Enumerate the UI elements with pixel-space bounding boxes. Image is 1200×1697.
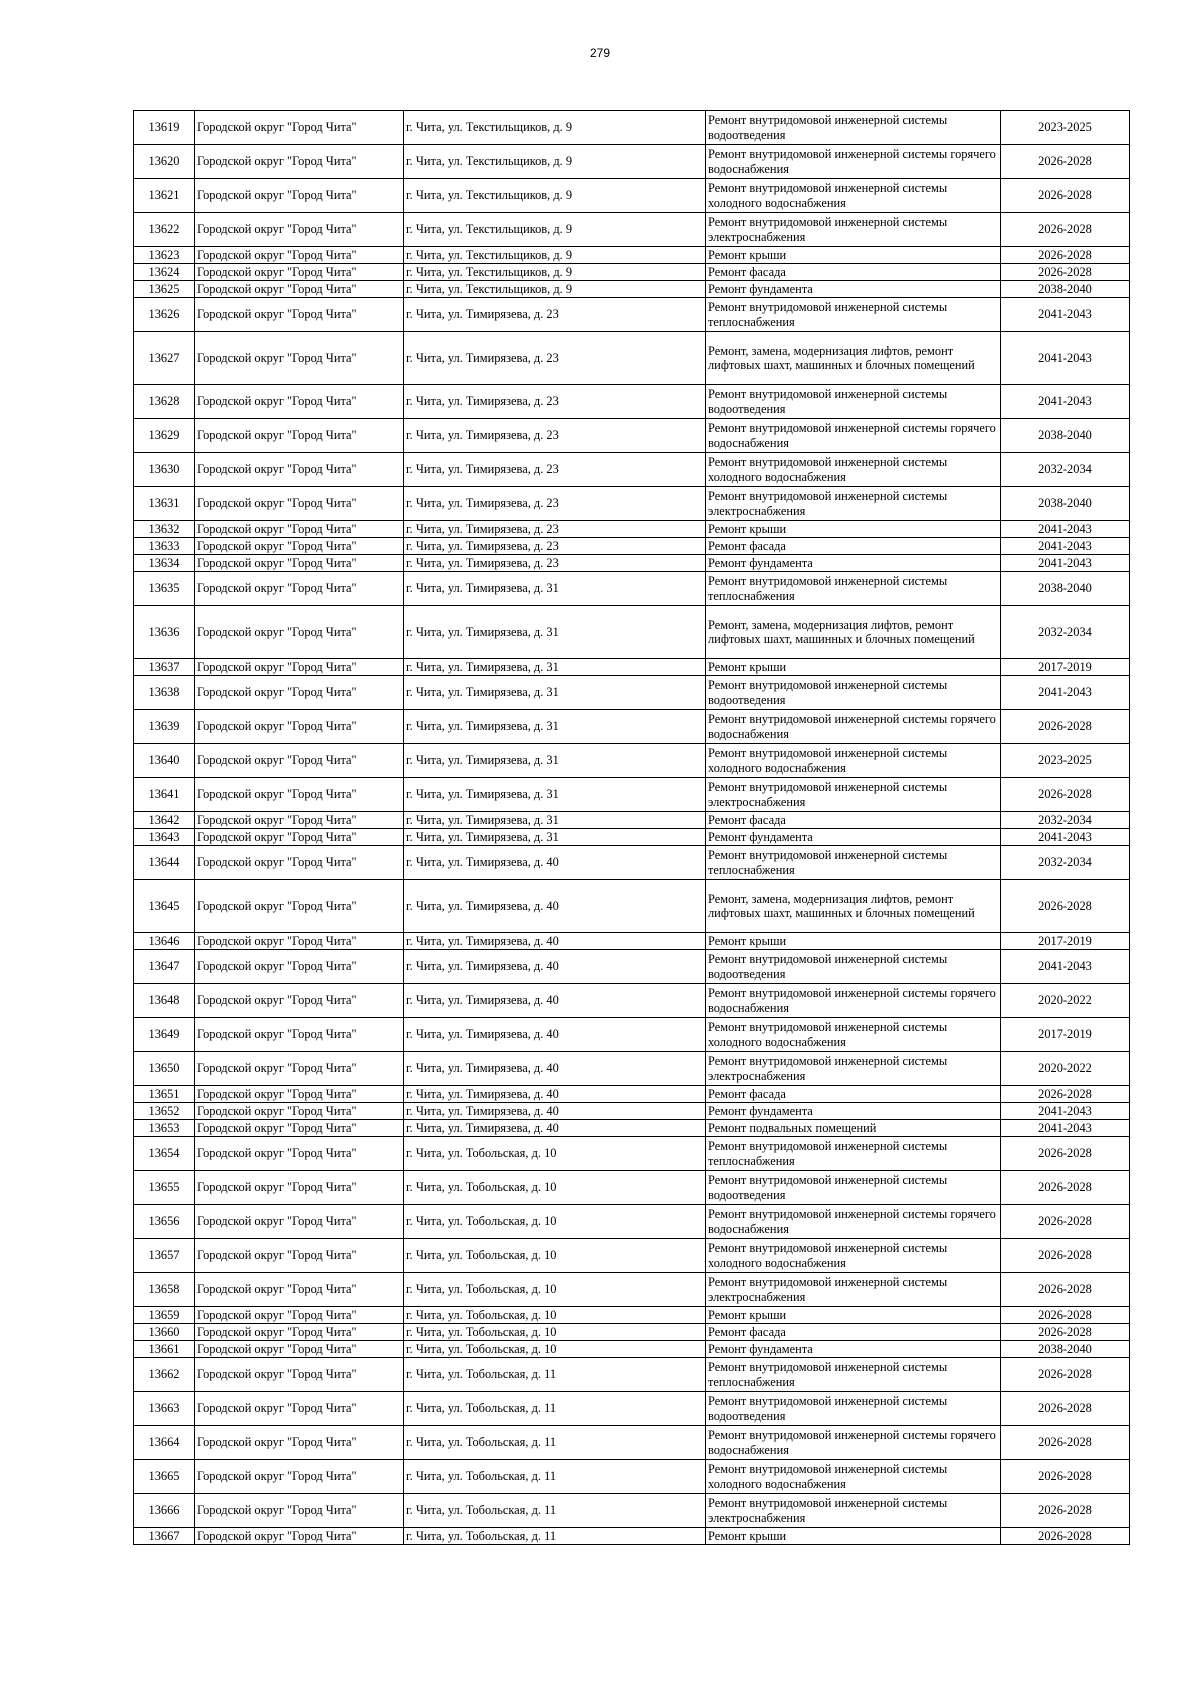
work-type-cell: Ремонт крыши: [706, 1528, 1001, 1545]
municipality-cell: Городской округ "Город Чита": [195, 1341, 404, 1358]
row-number: 13662: [134, 1358, 195, 1392]
period-cell: 2026-2028: [1001, 1205, 1130, 1239]
table-row: [134, 1052, 1130, 1086]
work-type-cell: Ремонт фасада: [706, 1086, 1001, 1103]
period-cell: 2026-2028: [1001, 1137, 1130, 1171]
municipality-cell: Городской округ "Город Чита": [195, 1120, 404, 1137]
municipality-cell: Городской округ "Город Чита": [195, 606, 404, 659]
work-type-cell: Ремонт внутридомовой инженерной системы холодного водоснабжения: [706, 453, 1001, 487]
address-cell: г. Чита, ул. Текстильщиков, д. 9: [404, 111, 706, 145]
period-cell: 2038-2040: [1001, 419, 1130, 453]
work-type-cell: Ремонт внутридомовой инженерной системы теплоснабжения: [706, 1358, 1001, 1392]
municipality-cell: Городской округ "Город Чита": [195, 332, 404, 385]
work-type-cell: Ремонт внутридомовой инженерной системы горячего водоснабжения: [706, 1426, 1001, 1460]
municipality-cell: Городской округ "Город Чита": [195, 281, 404, 298]
municipality-cell: Городской округ "Город Чита": [195, 1426, 404, 1460]
work-type-cell: Ремонт внутридомовой инженерной системы холодного водоснабжения: [706, 1239, 1001, 1273]
address-cell: г. Чита, ул. Тимирязева, д. 31: [404, 829, 706, 846]
address-cell: г. Чита, ул. Тимирязева, д. 23: [404, 487, 706, 521]
work-type-cell: Ремонт фундамента: [706, 1341, 1001, 1358]
period-cell: 2026-2028: [1001, 1460, 1130, 1494]
row-number: 13642: [134, 812, 195, 829]
municipality-cell: Городской округ "Город Чита": [195, 1460, 404, 1494]
municipality-cell: Городской округ "Город Чита": [195, 213, 404, 247]
period-cell: 2032-2034: [1001, 846, 1130, 880]
row-number: 13624: [134, 264, 195, 281]
table-row: [134, 1171, 1130, 1205]
address-cell: г. Чита, ул. Тимирязева, д. 40: [404, 1103, 706, 1120]
municipality-cell: Городской округ "Город Чита": [195, 1205, 404, 1239]
table-row: [134, 419, 1130, 453]
period-cell: 2026-2028: [1001, 247, 1130, 264]
municipality-cell: Городской округ "Город Чита": [195, 572, 404, 606]
table-row: [134, 1358, 1130, 1392]
address-cell: г. Чита, ул. Тимирязева, д. 40: [404, 933, 706, 950]
row-number: 13629: [134, 419, 195, 453]
period-cell: 2038-2040: [1001, 1341, 1130, 1358]
table-body: [134, 111, 1130, 1545]
address-cell: г. Чита, ул. Тимирязева, д. 23: [404, 555, 706, 572]
work-type-cell: Ремонт внутридомовой инженерной системы водоотведения: [706, 1171, 1001, 1205]
period-cell: 2026-2028: [1001, 1239, 1130, 1273]
table-row: [134, 538, 1130, 555]
period-cell: 2032-2034: [1001, 606, 1130, 659]
row-number: 13663: [134, 1392, 195, 1426]
table-row: [134, 1426, 1130, 1460]
municipality-cell: Городской округ "Город Чита": [195, 659, 404, 676]
work-type-cell: Ремонт внутридомовой инженерной системы теплоснабжения: [706, 846, 1001, 880]
row-number: 13653: [134, 1120, 195, 1137]
work-type-cell: Ремонт внутридомовой инженерной системы водоотведения: [706, 111, 1001, 145]
period-cell: 2038-2040: [1001, 281, 1130, 298]
address-cell: г. Чита, ул. Тимирязева, д. 40: [404, 1052, 706, 1086]
address-cell: г. Чита, ул. Тимирязева, д. 40: [404, 950, 706, 984]
work-type-cell: Ремонт внутридомовой инженерной системы горячего водоснабжения: [706, 1205, 1001, 1239]
address-cell: г. Чита, ул. Тимирязева, д. 40: [404, 846, 706, 880]
municipality-cell: Городской округ "Город Чита": [195, 950, 404, 984]
work-type-cell: Ремонт внутридомовой инженерной системы электроснабжения: [706, 1273, 1001, 1307]
period-cell: 2020-2022: [1001, 1052, 1130, 1086]
row-number: 13667: [134, 1528, 195, 1545]
period-cell: 2026-2028: [1001, 264, 1130, 281]
work-type-cell: Ремонт крыши: [706, 521, 1001, 538]
row-number: 13666: [134, 1494, 195, 1528]
table-row: [134, 1018, 1130, 1052]
work-type-cell: Ремонт фасада: [706, 538, 1001, 555]
period-cell: 2026-2028: [1001, 710, 1130, 744]
address-cell: г. Чита, ул. Тимирязева, д. 40: [404, 1120, 706, 1137]
period-cell: 2026-2028: [1001, 1426, 1130, 1460]
address-cell: г. Чита, ул. Текстильщиков, д. 9: [404, 264, 706, 281]
table-row: [134, 1120, 1130, 1137]
table-row: [134, 778, 1130, 812]
period-cell: 2041-2043: [1001, 829, 1130, 846]
row-number: 13634: [134, 555, 195, 572]
municipality-cell: Городской округ "Город Чита": [195, 555, 404, 572]
municipality-cell: Городской округ "Город Чита": [195, 1171, 404, 1205]
row-number: 13623: [134, 247, 195, 264]
work-type-cell: Ремонт крыши: [706, 1307, 1001, 1324]
period-cell: 2023-2025: [1001, 111, 1130, 145]
work-type-cell: Ремонт фундамента: [706, 555, 1001, 572]
period-cell: 2017-2019: [1001, 1018, 1130, 1052]
table-row: [134, 1324, 1130, 1341]
period-cell: 2032-2034: [1001, 453, 1130, 487]
row-number: 13643: [134, 829, 195, 846]
municipality-cell: Городской округ "Город Чита": [195, 984, 404, 1018]
municipality-cell: Городской округ "Город Чита": [195, 744, 404, 778]
table-row: [134, 111, 1130, 145]
municipality-cell: Городской округ "Город Чита": [195, 812, 404, 829]
row-number: 13633: [134, 538, 195, 555]
municipality-cell: Городской округ "Город Чита": [195, 1239, 404, 1273]
work-type-cell: Ремонт внутридомовой инженерной системы холодного водоснабжения: [706, 1018, 1001, 1052]
table-row: [134, 950, 1130, 984]
address-cell: г. Чита, ул. Тимирязева, д. 23: [404, 332, 706, 385]
work-type-cell: Ремонт, замена, модернизация лифтов, ремонт лифтовых шахт, машинных и блочных помещений: [706, 880, 1001, 933]
work-type-cell: Ремонт внутридомовой инженерной системы электроснабжения: [706, 487, 1001, 521]
row-number: 13646: [134, 933, 195, 950]
address-cell: г. Чита, ул. Тобольская, д. 10: [404, 1307, 706, 1324]
row-number: 13652: [134, 1103, 195, 1120]
period-cell: 2041-2043: [1001, 538, 1130, 555]
table-row: [134, 298, 1130, 332]
address-cell: г. Чита, ул. Тимирязева, д. 23: [404, 538, 706, 555]
table-row: [134, 710, 1130, 744]
row-number: 13644: [134, 846, 195, 880]
work-type-cell: Ремонт фундамента: [706, 1103, 1001, 1120]
work-type-cell: Ремонт внутридомовой инженерной системы водоотведения: [706, 1392, 1001, 1426]
municipality-cell: Городской округ "Город Чита": [195, 1103, 404, 1120]
address-cell: г. Чита, ул. Тимирязева, д. 40: [404, 984, 706, 1018]
municipality-cell: Городской округ "Город Чита": [195, 453, 404, 487]
table-row: [134, 264, 1130, 281]
address-cell: г. Чита, ул. Тобольская, д. 11: [404, 1392, 706, 1426]
address-cell: г. Чита, ул. Тимирязева, д. 40: [404, 880, 706, 933]
address-cell: г. Чита, ул. Тобольская, д. 10: [404, 1239, 706, 1273]
period-cell: 2041-2043: [1001, 950, 1130, 984]
municipality-cell: Городской округ "Город Чита": [195, 538, 404, 555]
municipality-cell: Городской округ "Город Чита": [195, 1137, 404, 1171]
table-row: [134, 281, 1130, 298]
address-cell: г. Чита, ул. Тобольская, д. 10: [404, 1137, 706, 1171]
table-row: [134, 1086, 1130, 1103]
table-row: [134, 1528, 1130, 1545]
address-cell: г. Чита, ул. Тимирязева, д. 40: [404, 1086, 706, 1103]
table-row: [134, 1307, 1130, 1324]
table-row: [134, 179, 1130, 213]
work-type-cell: Ремонт крыши: [706, 659, 1001, 676]
work-type-cell: Ремонт внутридомовой инженерной системы теплоснабжения: [706, 572, 1001, 606]
municipality-cell: Городской округ "Город Чита": [195, 111, 404, 145]
table-row: [134, 247, 1130, 264]
address-cell: г. Чита, ул. Тобольская, д. 10: [404, 1205, 706, 1239]
table-row: [134, 846, 1130, 880]
address-cell: г. Чита, ул. Тимирязева, д. 31: [404, 812, 706, 829]
work-type-cell: Ремонт внутридомовой инженерной системы электроснабжения: [706, 778, 1001, 812]
row-number: 13638: [134, 676, 195, 710]
municipality-cell: Городской округ "Город Чита": [195, 846, 404, 880]
work-type-cell: Ремонт фасада: [706, 264, 1001, 281]
row-number: 13625: [134, 281, 195, 298]
address-cell: г. Чита, ул. Текстильщиков, д. 9: [404, 179, 706, 213]
address-cell: г. Чита, ул. Тобольская, д. 11: [404, 1460, 706, 1494]
work-type-cell: Ремонт внутридомовой инженерной системы горячего водоснабжения: [706, 710, 1001, 744]
work-type-cell: Ремонт крыши: [706, 933, 1001, 950]
address-cell: г. Чита, ул. Тимирязева, д. 23: [404, 453, 706, 487]
work-type-cell: Ремонт внутридомовой инженерной системы теплоснабжения: [706, 298, 1001, 332]
row-number: 13626: [134, 298, 195, 332]
work-type-cell: Ремонт внутридомовой инженерной системы электроснабжения: [706, 1052, 1001, 1086]
address-cell: г. Чита, ул. Тимирязева, д. 40: [404, 1018, 706, 1052]
work-type-cell: Ремонт внутридомовой инженерной системы водоотведения: [706, 385, 1001, 419]
table-row: [134, 572, 1130, 606]
work-type-cell: Ремонт подвальных помещений: [706, 1120, 1001, 1137]
address-cell: г. Чита, ул. Тимирязева, д. 23: [404, 419, 706, 453]
period-cell: 2026-2028: [1001, 1358, 1130, 1392]
municipality-cell: Городской округ "Город Чита": [195, 1528, 404, 1545]
row-number: 13639: [134, 710, 195, 744]
municipality-cell: Городской округ "Город Чита": [195, 1018, 404, 1052]
period-cell: 2038-2040: [1001, 487, 1130, 521]
address-cell: г. Чита, ул. Тимирязева, д. 23: [404, 521, 706, 538]
row-number: 13627: [134, 332, 195, 385]
address-cell: г. Чита, ул. Тимирязева, д. 23: [404, 385, 706, 419]
address-cell: г. Чита, ул. Тимирязева, д. 31: [404, 676, 706, 710]
row-number: 13660: [134, 1324, 195, 1341]
period-cell: 2041-2043: [1001, 1103, 1130, 1120]
row-number: 13635: [134, 572, 195, 606]
address-cell: г. Чита, ул. Текстильщиков, д. 9: [404, 247, 706, 264]
row-number: 13658: [134, 1273, 195, 1307]
repair-schedule-table: [133, 110, 1130, 1545]
municipality-cell: Городской округ "Город Чита": [195, 829, 404, 846]
row-number: 13645: [134, 880, 195, 933]
address-cell: г. Чита, ул. Тимирязева, д. 23: [404, 298, 706, 332]
row-number: 13650: [134, 1052, 195, 1086]
address-cell: г. Чита, ул. Текстильщиков, д. 9: [404, 145, 706, 179]
table-row: [134, 1103, 1130, 1120]
row-number: 13661: [134, 1341, 195, 1358]
row-number: 13655: [134, 1171, 195, 1205]
period-cell: 2026-2028: [1001, 213, 1130, 247]
municipality-cell: Городской округ "Город Чита": [195, 1307, 404, 1324]
table-row: [134, 606, 1130, 659]
period-cell: 2020-2022: [1001, 984, 1130, 1018]
work-type-cell: Ремонт внутридомовой инженерной системы водоотведения: [706, 950, 1001, 984]
address-cell: г. Чита, ул. Текстильщиков, д. 9: [404, 213, 706, 247]
table-row: [134, 145, 1130, 179]
table-row: [134, 812, 1130, 829]
work-type-cell: Ремонт фундамента: [706, 281, 1001, 298]
address-cell: г. Чита, ул. Тимирязева, д. 31: [404, 710, 706, 744]
address-cell: г. Чита, ул. Тимирязева, д. 31: [404, 572, 706, 606]
period-cell: 2026-2028: [1001, 880, 1130, 933]
address-cell: г. Чита, ул. Тобольская, д. 10: [404, 1171, 706, 1205]
row-number: 13630: [134, 453, 195, 487]
row-number: 13654: [134, 1137, 195, 1171]
period-cell: 2026-2028: [1001, 1307, 1130, 1324]
address-cell: г. Чита, ул. Тобольская, д. 10: [404, 1341, 706, 1358]
work-type-cell: Ремонт внутридомовой инженерной системы горячего водоснабжения: [706, 419, 1001, 453]
table-row: [134, 1494, 1130, 1528]
municipality-cell: Городской округ "Город Чита": [195, 385, 404, 419]
row-number: 13647: [134, 950, 195, 984]
work-type-cell: Ремонт внутридомовой инженерной системы горячего водоснабжения: [706, 145, 1001, 179]
municipality-cell: Городской округ "Город Чита": [195, 179, 404, 213]
row-number: 13649: [134, 1018, 195, 1052]
period-cell: 2023-2025: [1001, 744, 1130, 778]
work-type-cell: Ремонт внутридомовой инженерной системы теплоснабжения: [706, 1137, 1001, 1171]
address-cell: г. Чита, ул. Тимирязева, д. 31: [404, 659, 706, 676]
address-cell: г. Чита, ул. Тимирязева, д. 31: [404, 778, 706, 812]
table-row: [134, 984, 1130, 1018]
municipality-cell: Городской округ "Город Чита": [195, 298, 404, 332]
municipality-cell: Городской округ "Город Чита": [195, 1052, 404, 1086]
work-type-cell: Ремонт фасада: [706, 812, 1001, 829]
work-type-cell: Ремонт, замена, модернизация лифтов, ремонт лифтовых шахт, машинных и блочных помещений: [706, 606, 1001, 659]
table-row: [134, 453, 1130, 487]
period-cell: 2026-2028: [1001, 1324, 1130, 1341]
row-number: 13631: [134, 487, 195, 521]
period-cell: 2017-2019: [1001, 933, 1130, 950]
row-number: 13651: [134, 1086, 195, 1103]
work-type-cell: Ремонт крыши: [706, 247, 1001, 264]
municipality-cell: Городской округ "Город Чита": [195, 880, 404, 933]
municipality-cell: Городской округ "Город Чита": [195, 247, 404, 264]
address-cell: г. Чита, ул. Тобольская, д. 11: [404, 1494, 706, 1528]
page-number: 279: [589, 46, 611, 60]
period-cell: 2038-2040: [1001, 572, 1130, 606]
municipality-cell: Городской округ "Город Чита": [195, 521, 404, 538]
municipality-cell: Городской округ "Город Чита": [195, 419, 404, 453]
period-cell: 2041-2043: [1001, 332, 1130, 385]
period-cell: 2026-2028: [1001, 778, 1130, 812]
municipality-cell: Городской округ "Город Чита": [195, 1494, 404, 1528]
row-number: 13628: [134, 385, 195, 419]
municipality-cell: Городской округ "Город Чита": [195, 778, 404, 812]
table-row: [134, 1460, 1130, 1494]
municipality-cell: Городской округ "Город Чита": [195, 264, 404, 281]
work-type-cell: Ремонт внутридомовой инженерной системы холодного водоснабжения: [706, 744, 1001, 778]
work-type-cell: Ремонт внутридомовой инженерной системы холодного водоснабжения: [706, 1460, 1001, 1494]
municipality-cell: Городской округ "Город Чита": [195, 1324, 404, 1341]
period-cell: 2041-2043: [1001, 385, 1130, 419]
work-type-cell: Ремонт, замена, модернизация лифтов, ремонт лифтовых шахт, машинных и блочных помещений: [706, 332, 1001, 385]
table-row: [134, 332, 1130, 385]
row-number: 13648: [134, 984, 195, 1018]
row-number: 13619: [134, 111, 195, 145]
work-type-cell: Ремонт внутридомовой инженерной системы электроснабжения: [706, 1494, 1001, 1528]
row-number: 13622: [134, 213, 195, 247]
row-number: 13620: [134, 145, 195, 179]
row-number: 13637: [134, 659, 195, 676]
work-type-cell: Ремонт внутридомовой инженерной системы горячего водоснабжения: [706, 984, 1001, 1018]
table-row: [134, 1392, 1130, 1426]
work-type-cell: Ремонт внутридомовой инженерной системы электроснабжения: [706, 213, 1001, 247]
municipality-cell: Городской округ "Город Чита": [195, 933, 404, 950]
period-cell: 2026-2028: [1001, 1528, 1130, 1545]
row-number: 13640: [134, 744, 195, 778]
address-cell: г. Чита, ул. Тобольская, д. 11: [404, 1426, 706, 1460]
table-row: [134, 1205, 1130, 1239]
municipality-cell: Городской округ "Город Чита": [195, 1086, 404, 1103]
municipality-cell: Городской округ "Город Чита": [195, 487, 404, 521]
table-row: [134, 744, 1130, 778]
work-type-cell: Ремонт внутридомовой инженерной системы водоотведения: [706, 676, 1001, 710]
row-number: 13659: [134, 1307, 195, 1324]
period-cell: 2041-2043: [1001, 521, 1130, 538]
address-cell: г. Чита, ул. Текстильщиков, д. 9: [404, 281, 706, 298]
address-cell: г. Чита, ул. Тобольская, д. 11: [404, 1358, 706, 1392]
table-row: [134, 521, 1130, 538]
period-cell: 2041-2043: [1001, 555, 1130, 572]
address-cell: г. Чита, ул. Тимирязева, д. 31: [404, 744, 706, 778]
period-cell: 2041-2043: [1001, 1120, 1130, 1137]
period-cell: 2041-2043: [1001, 298, 1130, 332]
municipality-cell: Городской округ "Город Чита": [195, 676, 404, 710]
table-row: [134, 676, 1130, 710]
period-cell: 2026-2028: [1001, 1273, 1130, 1307]
municipality-cell: Городской округ "Город Чита": [195, 1358, 404, 1392]
table-row: [134, 555, 1130, 572]
table-row: [134, 1273, 1130, 1307]
period-cell: 2026-2028: [1001, 1171, 1130, 1205]
table-row: [134, 213, 1130, 247]
table-row: [134, 829, 1130, 846]
work-type-cell: Ремонт фундамента: [706, 829, 1001, 846]
row-number: 13632: [134, 521, 195, 538]
row-number: 13665: [134, 1460, 195, 1494]
row-number: 13657: [134, 1239, 195, 1273]
period-cell: 2026-2028: [1001, 145, 1130, 179]
table-row: [134, 1341, 1130, 1358]
municipality-cell: Городской округ "Город Чита": [195, 710, 404, 744]
work-type-cell: Ремонт фасада: [706, 1324, 1001, 1341]
table-row: [134, 1239, 1130, 1273]
table-row: [134, 880, 1130, 933]
period-cell: 2041-2043: [1001, 676, 1130, 710]
address-cell: г. Чита, ул. Тобольская, д. 10: [404, 1324, 706, 1341]
row-number: 13656: [134, 1205, 195, 1239]
period-cell: 2017-2019: [1001, 659, 1130, 676]
address-cell: г. Чита, ул. Тобольская, д. 11: [404, 1528, 706, 1545]
municipality-cell: Городской округ "Город Чита": [195, 1273, 404, 1307]
municipality-cell: Городской округ "Город Чита": [195, 1392, 404, 1426]
period-cell: 2026-2028: [1001, 179, 1130, 213]
municipality-cell: Городской округ "Город Чита": [195, 145, 404, 179]
table-row: [134, 487, 1130, 521]
period-cell: 2032-2034: [1001, 812, 1130, 829]
work-type-cell: Ремонт внутридомовой инженерной системы холодного водоснабжения: [706, 179, 1001, 213]
period-cell: 2026-2028: [1001, 1392, 1130, 1426]
row-number: 13664: [134, 1426, 195, 1460]
table-row: [134, 659, 1130, 676]
table-row: [134, 933, 1130, 950]
period-cell: 2026-2028: [1001, 1494, 1130, 1528]
row-number: 13636: [134, 606, 195, 659]
address-cell: г. Чита, ул. Тобольская, д. 10: [404, 1273, 706, 1307]
row-number: 13621: [134, 179, 195, 213]
row-number: 13641: [134, 778, 195, 812]
address-cell: г. Чита, ул. Тимирязева, д. 31: [404, 606, 706, 659]
period-cell: 2026-2028: [1001, 1086, 1130, 1103]
table-row: [134, 1137, 1130, 1171]
table-row: [134, 385, 1130, 419]
